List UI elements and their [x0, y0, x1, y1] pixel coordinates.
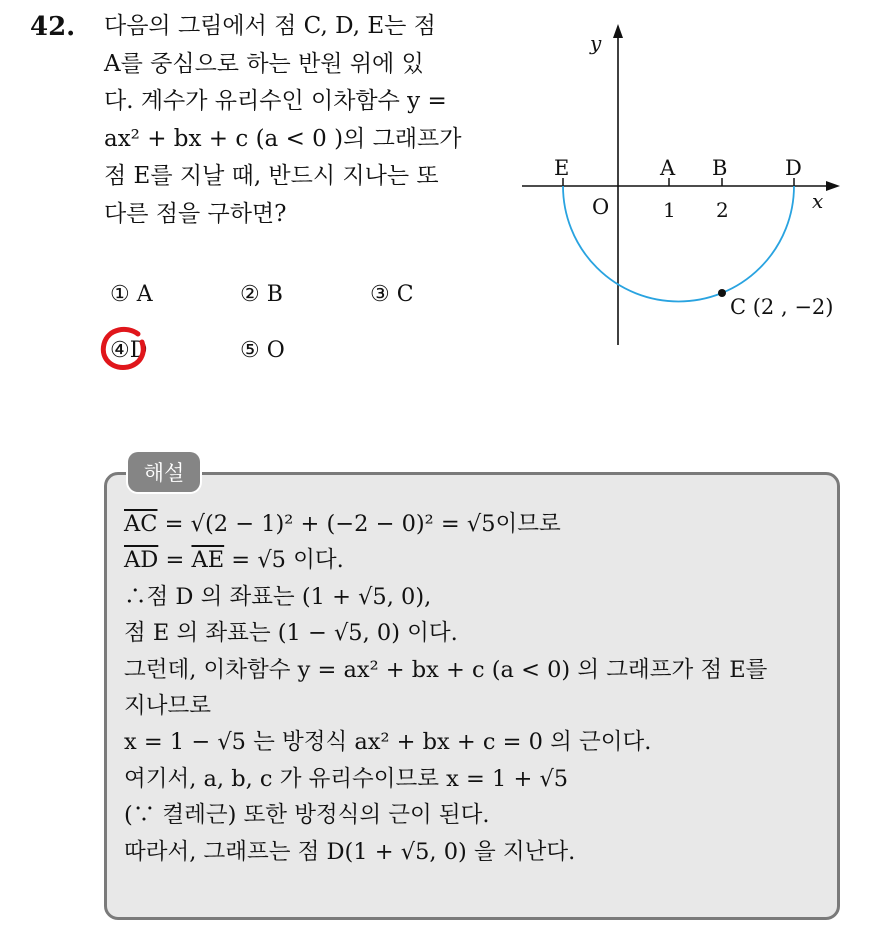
solution-line: x = 1 − √5 는 방정식 ax² + bx + c = 0 의 근이다.	[124, 729, 652, 756]
tick-1-label: 1	[663, 198, 676, 222]
x-axis-label: x	[812, 189, 824, 213]
y-arrow-icon	[613, 24, 623, 38]
solution-line: ∴점 D 의 좌표는 (1 + √5, 0),	[124, 583, 432, 610]
solution-line: 여기서, a, b, c 가 유리수이므로 x = 1 + √5	[124, 765, 569, 792]
choice-5[interactable]: ⑤ O	[240, 338, 285, 363]
question-line: 다. 계수가 유리수인 이차함수 y =	[104, 88, 447, 114]
choice-3[interactable]: ③ C	[370, 282, 414, 307]
origin-label: O	[592, 195, 610, 219]
solution-text	[124, 506, 767, 870]
solution-line: 점 E 의 좌표는 (1 − √5, 0) 이다.	[124, 620, 458, 647]
point-c-label: C (2 , −2)	[730, 295, 834, 319]
choice-4-number: ④	[110, 338, 130, 363]
question-number: 42.	[30, 12, 76, 42]
tick-2-label: 2	[716, 198, 729, 222]
solution-line: (∵ 켤레근) 또한 방정식의 근이 된다.	[124, 802, 490, 829]
question-line: ax² + bx + c (a < 0 )의 그래프가	[104, 125, 462, 152]
point-e-label: E	[554, 156, 570, 180]
segment-ae: $\overline{AE}$	[191, 547, 225, 574]
choice-2[interactable]: ② B	[240, 282, 283, 307]
point-b-label: B	[712, 156, 728, 180]
segment-ad: $\overline{AD}$	[124, 547, 159, 574]
x-arrow-icon	[826, 181, 840, 191]
solution-line: 지나므로	[124, 693, 211, 720]
solution-line: 따라서, 그래프는 점 D(1 + √5, 0) 을 지난다.	[124, 838, 576, 865]
solution-line: 그런데, 이차함수 y = ax² + bx + c (a < 0) 의 그래프가 점 E를	[124, 656, 768, 683]
solution-line: $\overline{AD} = \overline{AE} = √5$ 이다.	[124, 547, 344, 574]
question-line: A를 중심으로 하는 반원 위에 있	[104, 50, 424, 77]
point-c-dot	[718, 289, 726, 297]
choice-1[interactable]: ① A	[110, 282, 153, 307]
y-axis-label: y	[590, 31, 602, 55]
answer-circle-mark	[98, 324, 150, 374]
point-d-label: D	[785, 156, 802, 180]
coordinate-graph	[510, 20, 850, 350]
choice-4-letter: D	[129, 338, 148, 363]
question-line: 다음의 그림에서 점 C, D, E는 점	[104, 13, 436, 39]
solution-line: $\overline{AC} = √(2 - 1)^2 + (-2 - 0)^2 = √5$이므로	[124, 511, 561, 537]
question-line: 점 E를 지날 때, 반드시 지나는 또	[104, 163, 439, 189]
question-text	[104, 8, 500, 233]
question-line: 다른 점을 구하면?	[104, 200, 287, 227]
solution-tab: 해설	[128, 452, 200, 492]
segment-ac: $\overline{AC}$	[124, 511, 158, 537]
point-a-label: A	[660, 156, 676, 180]
